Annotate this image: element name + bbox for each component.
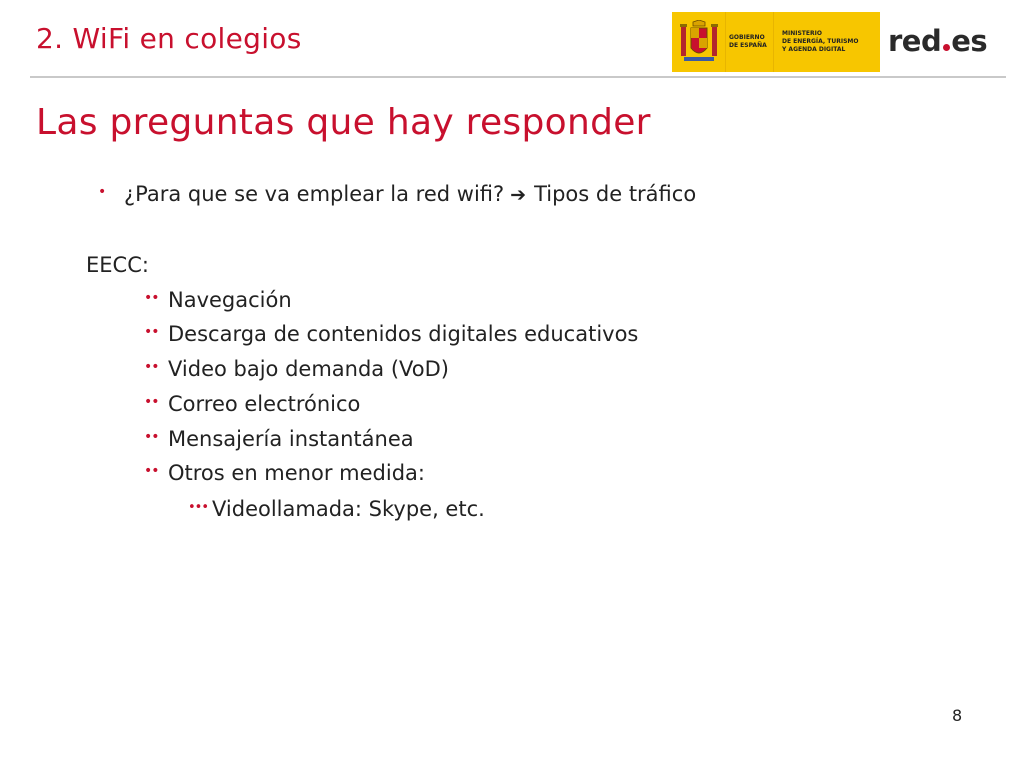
list-item — [144, 288, 292, 312]
list-item — [144, 461, 425, 485]
section-title: 2. WiFi en colegios — [36, 22, 302, 55]
header-logo-block — [672, 12, 880, 72]
bullet-icon: •• — [144, 324, 159, 340]
ministerio-logo-text: MINISTERIO DE ENERGÍA, TURISMO Y AGENDA DIGITAL — [782, 30, 859, 53]
list-item — [144, 427, 414, 451]
group-label: EECC: — [86, 253, 149, 277]
coat-of-arms-icon — [672, 12, 726, 72]
list-item-text: Descarga de contenidos digitales educativos — [168, 322, 639, 346]
question-text: ¿Para que se va emplear la red wifi? — [124, 182, 505, 206]
bullet-icon: •• — [144, 290, 159, 306]
red-logo-dot-icon — [943, 44, 950, 51]
list-item-text: Video bajo demanda (VoD) — [168, 357, 449, 381]
red-es-logo — [888, 24, 987, 60]
page-number: 8 — [952, 706, 963, 725]
list-item — [144, 392, 360, 416]
red-logo-right: es — [951, 24, 988, 58]
bullet-icon: •• — [144, 394, 159, 410]
bullet-icon: •• — [144, 463, 159, 479]
list-item — [144, 357, 449, 381]
list-item-text: Navegación — [168, 288, 292, 312]
question-tail: Tipos de tráfico — [534, 182, 697, 206]
sub-list-item-text: Videollamada: Skype, etc. — [212, 497, 485, 521]
bullet-icon: •• — [144, 359, 159, 375]
question-bullet — [98, 182, 696, 206]
list-item-text: Mensajería instantánea — [168, 427, 414, 451]
gobierno-logo-text: GOBIERNO DE ESPAÑA — [729, 34, 767, 49]
bullet-icon: ••• — [188, 500, 209, 515]
slide-heading: Las preguntas que hay responder — [36, 102, 651, 143]
bullet-icon: • — [98, 184, 106, 200]
arrow-right-icon: ➔ — [510, 184, 527, 206]
red-logo-left: red — [888, 24, 942, 58]
bullet-icon: •• — [144, 429, 159, 445]
sub-list-item — [188, 497, 485, 521]
list-item-text: Correo electrónico — [168, 392, 361, 416]
list-item-text: Otros en menor medida: — [168, 461, 425, 485]
list-item — [144, 322, 638, 346]
header-rule — [30, 76, 1006, 78]
